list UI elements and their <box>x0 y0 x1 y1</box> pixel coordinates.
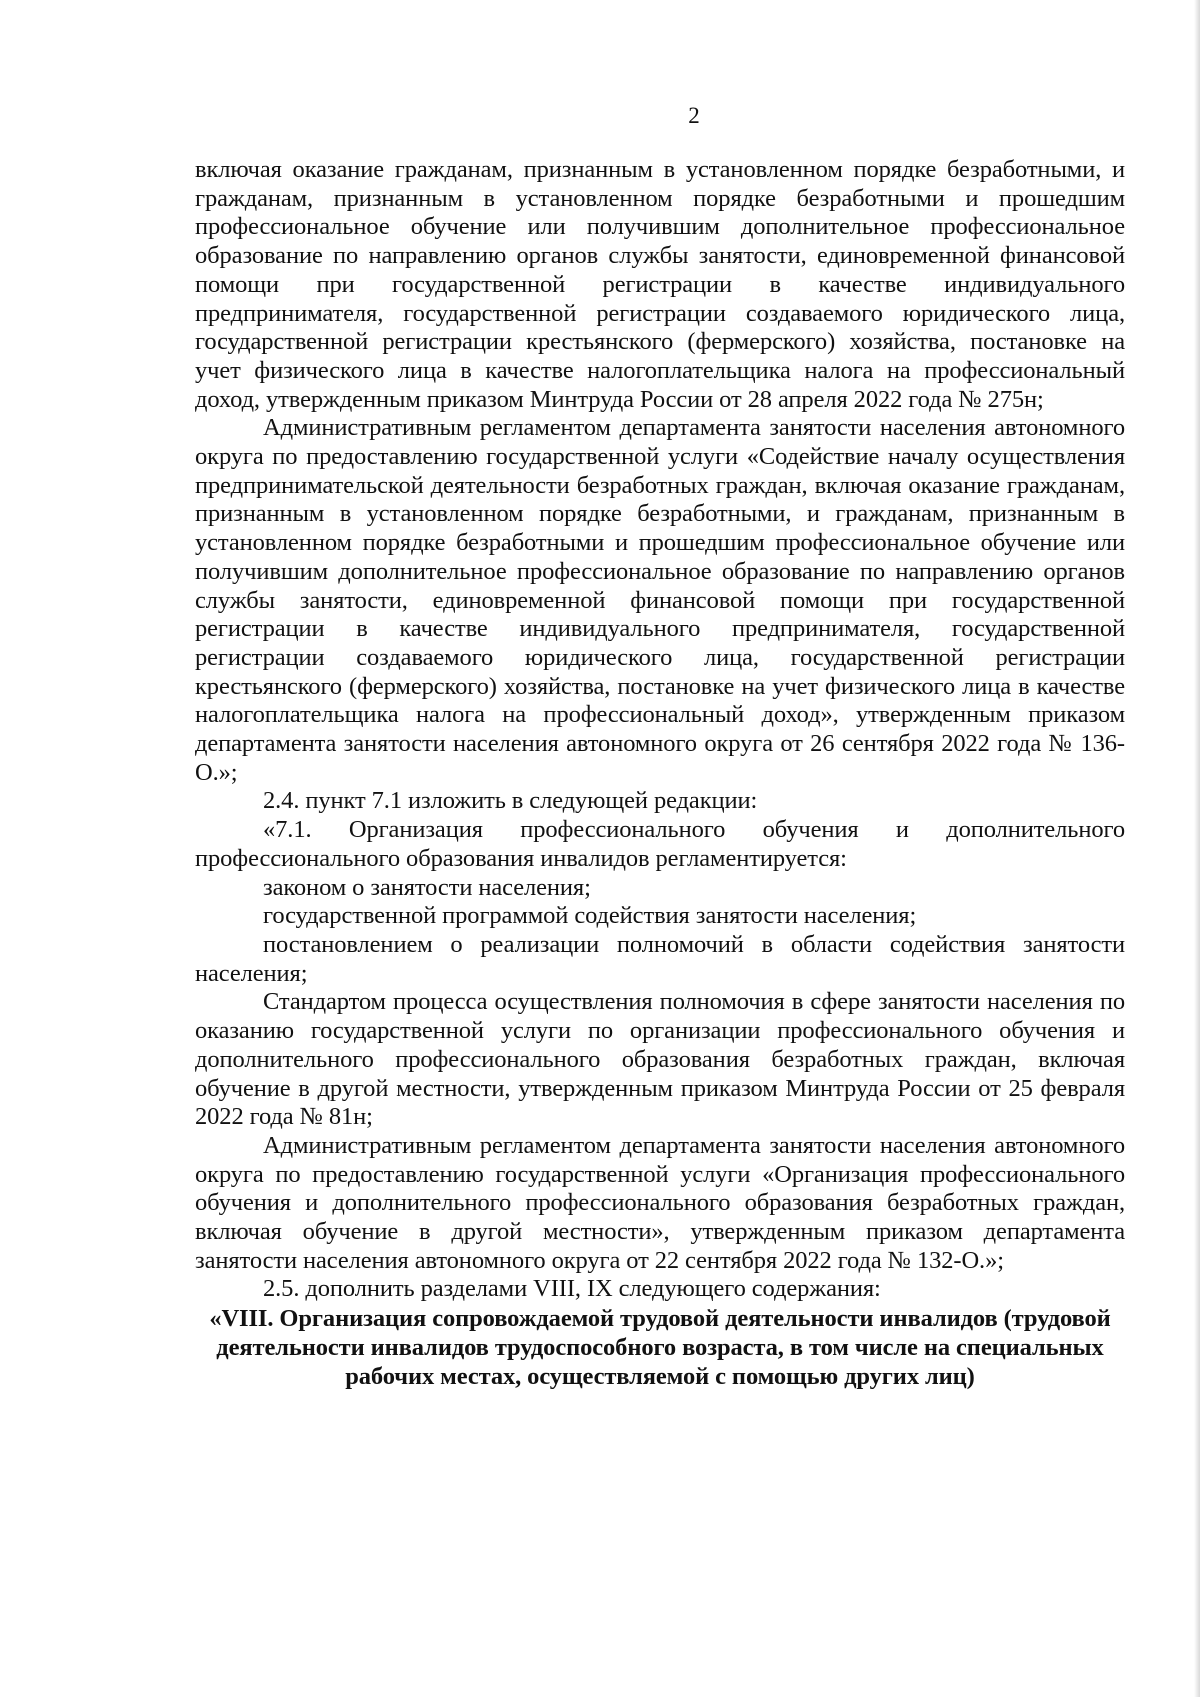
paragraph-employment-law: законом о занятости населения; <box>263 873 591 901</box>
paragraph-continuation: включая оказание гражданам, признанным в установленном порядке безработными, и гражданам, признанным в установленном порядке безработными и прошедшим профессиональное обучение или получившим дополнительное профессиональное образование по направлению органов службы занятости, единовременной финансовой помощи при государственной регистрации в качестве индивидуального предпринимателя, государственной регистрации создаваемого юридического лица, государственной регистрации крестьянского (фермерского) хозяйства, постановке на учет физического лица в качестве налогоплательщика налога на профессиональный доход, утвержденным приказом Минтруда России от 28 апреля 2022 года № 275н; <box>195 156 1125 413</box>
page-edge-shadow <box>1194 0 1200 1697</box>
paragraph-state-program: государственной программой содействия занятости населения; <box>263 902 917 930</box>
document-body <box>195 156 1125 1391</box>
paragraph-item-2-5: 2.5. дополнить разделами VIII, IX следующего содержания: <box>263 1275 881 1303</box>
paragraph-admin-regulation-entrepreneurship: Административным регламентом департамента занятости населения автономного округа по предоставлению государственной услуги «Содействие началу осуществления предпринимательской деятельности безработных граждан, включая оказание гражданам, признанным в установленном порядке безработными, и гражданам, признанным в установленном порядке безработными и прошедшим профессиональное обучение или получившим дополнительное профессиональное образование по направлению органов службы занятости, единовременной финансовой помощи при государственной регистрации в качестве индивидуального предпринимателя, государственной регистрации создаваемого юридического лица, государственной регистрации крестьянского (фермерского) хозяйства, постановке на учет физического лица в качестве налогоплательщика налога на профессиональный доход», утвержденным приказом департамента занятости населения автономного округа от 26 сентября 2022 года № 136-О.»; <box>195 414 1125 786</box>
paragraph-item-7-1: «7.1. Организация профессионального обучения и дополнительного профессионального образования инвалидов регламентируется: <box>195 816 1125 872</box>
paragraph-item-2-4: 2.4. пункт 7.1 изложить в следующей редакции: <box>263 787 758 815</box>
paragraph-resolution: постановлением о реализации полномочий в области содействия занятости населения; <box>195 930 1125 987</box>
paragraph-standard: Стандартом процесса осуществления полномочия в сфере занятости населения по оказанию государственной услуги по организации профессионального обучения и дополнительного профессионального образования безработных граждан, включая обучение в другой местности, утвержденным приказом Минтруда России от 25 февраля 2022 года № 81н; <box>195 988 1125 1131</box>
page-number: 2 <box>688 103 700 128</box>
paragraph-admin-regulation-training: Административным регламентом департамента занятости населения автономного округа по предоставлению государственной услуги «Организация профессионального обучения и дополнительного профессионального образования безработных граждан, включая обучение в другой местности», утвержденным приказом департамента занятости населения автономного округа от 22 сентября 2022 года № 132-О.»; <box>195 1131 1125 1274</box>
section-heading-viii: «VIII. Организация сопровождаемой трудовой деятельности инвалидов (трудовой деятельности инвалидов трудоспособного возраста, в том числе на специальных рабочих местах, осуществляемой с помощью других лиц) <box>209 1305 1111 1391</box>
